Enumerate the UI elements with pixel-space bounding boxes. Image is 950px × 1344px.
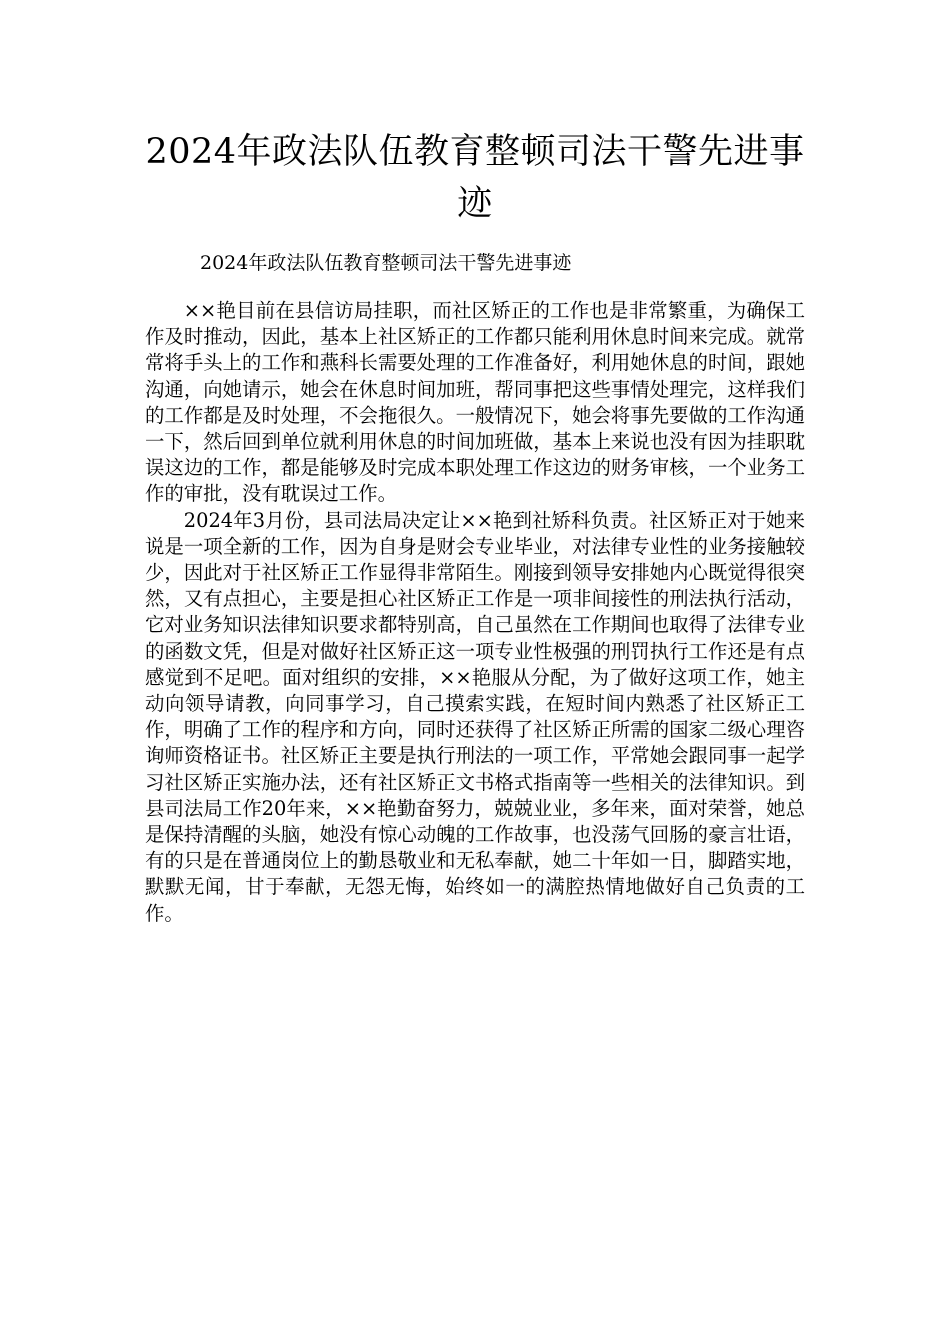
body-paragraph: 2024年3月份，县司法局决定让××艳到社矫科负责。社区矫正对于她来说是一项全新的工作，因为自身是财会专业毕业，对法律专业性的业务接触较少，因此对于社区矫正工作显得非常陌生。刚接到领导安排她内心既觉得很突然，又有点担心，主要是担心社区矫正工作是一项非间接性的刑法执行活动，它对业务知识法律知识要求都特别高，自己虽然在工作期间也取得了法律专业的函数文凭，但是对做好社区矫正这一项专业性极强的刑罚执行工作还是有点感觉到不足吧。面对组织的安排，××艳服从分配，为了做好这项工作，她主动向领导请教，向同事学习，自己摸索实践，在短时间内熟悉了社区矫正工作，明确了工作的程序和方向，同时还获得了社区矫正所需的国家二级心理咨询师资格证书。社区矫正主要是执行刑法的一项工作，平常她会跟同事一起学习社区矫正实施办法，还有社区矫正文书格式指南等一些相关的法律知识。到县司法局工作20年来，××艳勤奋努力，兢兢业业，多年来，面对荣誉，她总是保持清醒的头脑，她没有惊心动魄的工作故事，也没荡气回肠的豪言壮语，有的只是在普通岗位上的勤恳敬业和无私奉献，她二十年如一日，脚踏实地，默默无闻，甘于奉献，无怨无悔，始终如一的满腔热情地做好自己负责的工作。 — [145, 508, 805, 925]
document-title: 2024年政法队伍教育整顿司法干警先进事迹 — [145, 132, 805, 224]
document-subtitle: 2024年政法队伍教育整顿司法干警先进事迹 — [200, 252, 572, 274]
document-body — [145, 298, 805, 927]
body-paragraph: ××艳目前在县信访局挂职，而社区矫正的工作也是非常繁重，为确保工作及时推动，因此，基本上社区矫正的工作都只能利用休息时间来完成。就常常将手头上的工作和燕科长需要处理的工作准备好，利用她休息的时间，跟她沟通，向她请示，她会在休息时间加班，帮同事把这些事情处理完，这样我们的工作都是及时处理，不会拖很久。一般情况下，她会将事先要做的工作沟通一下，然后回到单位就利用休息的时间加班做，基本上来说也没有因为挂职耽误这边的工作，都是能够及时完成本职处理工作这边的财务审核，一个业务工作的审批，没有耽误过工作。 — [145, 299, 805, 506]
